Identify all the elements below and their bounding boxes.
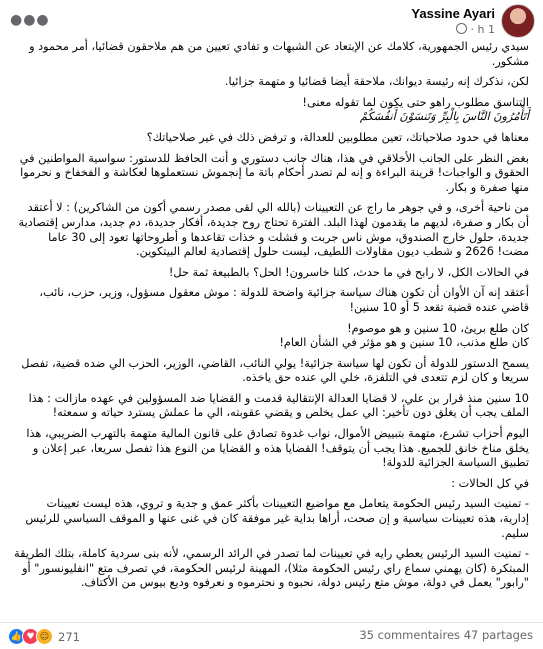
author-block [411,6,495,36]
reaction-count: 271 [58,629,80,644]
post-paragraph: يسمح الدستور للدولة أن تكون لها سياسة جزائية! يولي النائب، القاضي، الوزير، الحزب الي ضده قضية، تفصل سريعا و كان لزم تتعدى في التلفزة، خلي الي عنده حق ياخذه. [21,356,529,385]
post-paragraph: اليوم أحزاب تشرع، متهمة بتبييض الأموال، نواب غدوة تصادق على قانون المالية متهمة بالتهرب الضريبي، هذا يخلق مناخ خانق للجميع. هذا يجب أن يتوقف! القضايا هذه و القضايا من النوع هذا تفصل سريعا، عبر إعلان و تطبيق السياسة الجزائية للدولة! [26,427,529,470]
author-name[interactable]: Yassine Ayari [411,6,495,21]
love-icon: ♥ [22,628,39,645]
post-paragraph: في كل الحالات : [451,476,529,490]
post-paragraph: في الحالات الكل، لا رابح في ما حدث، كلنا خاسرون! الحل؟ بالطبيعة ثمة حل! [168,265,529,279]
post-footer [0,622,543,649]
post-paragraph: سيدي رئيس الجمهورية، كلامك عن الإبتعاد عن الشبهات و تفادي تعيين من هم ملاحقون قضائيا، أمر محمود و مشكور. [29,40,529,68]
post-paragraph: - تمنيت السيد الرئيس يعطي رايه في تعيينات لما تصدر في الرائد الرسمي، لأنه بنى سردية كاملة، بتلك الطريقة المبتكرة (كان يهمني سماع راي رئيس الحكومة مثلا)، المهينة لرئيس الحكومة، في تصرف متع "انفليونسور" أو "رابور" يعمل في دولة، موش متع رئيس دولة، نحبوه و نحترموه و نعرفوه وديع بيوس من الأكتاف. [14,547,529,590]
post-time[interactable]: 1 h [477,23,495,36]
post-paragraph: بغض النظر على الجانب الأخلاقي في هذا، هناك جانب دستوري و أنت الحافظ للدستور: سواسية المواطنين في الحقوق و الواجبات! قرينة البراءة و إنه لم تصدر أحكام باتة ما إنجموش نستعملوها لعكاشة و الفخفاخ و نحرموا منها صفرة و بكار. [19,151,529,194]
shares-count[interactable]: 47 partages [463,628,533,642]
globe-icon [456,23,467,34]
comments-count[interactable]: 35 commentaires [359,628,461,642]
more-options-icon[interactable]: ●●● [10,12,50,28]
post-header [0,0,543,40]
post-paragraph: معناها في حدود صلاحياتك، تعين مطلوبين للعدالة، و ترفض ذلك في غير صلاحياتك؟ [146,130,529,144]
like-icon: 👍 [8,628,25,645]
post-paragraph: لكن، نذكرك إنه رئيسة ديوانك، ملاحقة أيضا قضائيا و متهمة جزائيا. [224,75,529,89]
meta-separator: · [470,23,475,36]
post-body [14,40,529,621]
post-paragraph: كان طلع بريئ، 10 سنين و هو موصوم! كان طلع مذنب، 10 سنين و هو مؤثر في الشأن العام! [279,321,529,350]
post-paragraph: - تمنيت السيد رئيس الحكومة يتعامل مع مواضيع التعيينات بأكثر عمق و جدية و تروي، هذه ليست تعيينات إدارية، هذه تعيينات سياسية و إن صحت، أراها بداية غير موفقة كان في غنى عنها و الموقف السياسي للرئيس سليم. [25,497,529,540]
reaction-summary[interactable] [8,628,80,645]
haha-icon: ☺ [36,628,53,645]
avatar[interactable] [501,4,535,38]
post-paragraph: 10 سنين منذ قرار بن علي، لا قضايا العدالة الإنتقالية قدمت و القضايا ضد المسؤولين في عهده مازالت : هذا الملف يجب أن يغلق دون تأخير: الي عمل يخلص و يقضي عقوبته، الي ما عملش يسترد حياته و سمعته! [28,391,529,420]
post-paragraph: من ناحية أخرى، و في جوهر ما راج عن التعيينات (بالله الي لقى مصدر رسمي أكون من الشاكرين) : لا أعتقد أن بكار و صفرة، لديهم ما يقدمون لهذا البلد. الفترة تحتاج روح جديدة، أفكار جديدة، دم جديد، مدارس إقتصادية جديدة، حلول خارج الصندوق، موش ناس جربت و فشلت و خذات تقاعدها و أطروحاتها تعود إلى 30 عاما مضت! 2626 و شطب ديون مقاولات اللطيف، ليست حلول إقتصادية لعالم البيتكوين. [18,201,529,259]
post-paragraph: أعتقد إنه آن الأوان أن تكون هناك سياسة جزائية واضحة للدولة : موش معقول مسؤول، وزير، حزب، نائب، قاضي عنده قضية تقعد 5 أو 10 سنين! [39,286,529,314]
post-paragraph: التناسق مطلوب راهو حتى يكون لما تقوله معنى! [302,95,529,109]
post-meta [411,23,495,36]
quran-verse: أَتَأْمُرُونَ النَّاسَ بِالْبِرِّ وَتَنسَوْنَ أَنفُسَكُمْ [359,110,529,124]
engagement-stats [359,628,533,642]
